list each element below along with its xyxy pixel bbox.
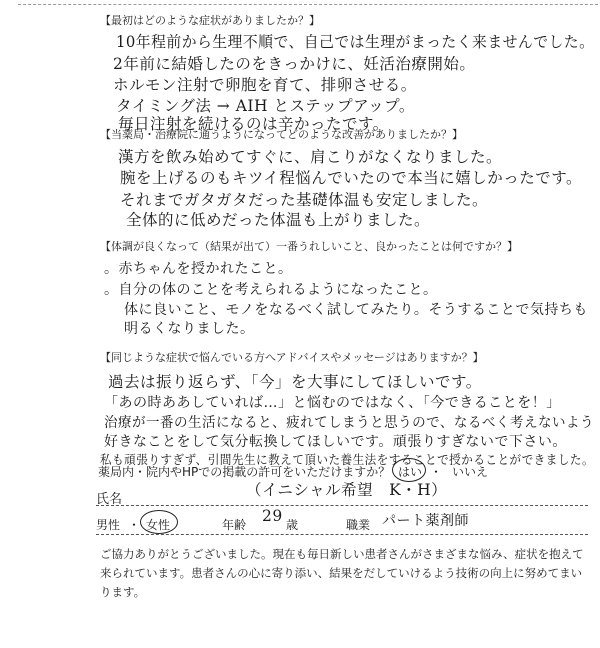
gender-female-label: 女性: [146, 518, 171, 532]
answer-4-line-5: 私も頑張りすぎず、引間先生に教えて頂いた養生法をすることで授かることができました。: [100, 452, 595, 467]
permission-no: いいえ: [452, 465, 489, 479]
answer-1-line-5: 毎日注射を続けるのは辛かったです。: [118, 115, 389, 133]
age-label: 年齢: [222, 518, 247, 532]
answer-3-line-1: 。赤ちゃんを授かれたこと。: [104, 261, 293, 277]
answer-3-line-4: 明るくなりました。: [124, 321, 255, 337]
gender-separator: ・: [128, 518, 141, 532]
age-unit: 歳: [286, 518, 299, 532]
question-2: 【当薬局・治療院に通うようになってどのような改善がありましたか？】: [100, 128, 463, 141]
top-dashed-rule: [18, 4, 598, 5]
answer-2-line-1: 漢方を飲み始めてすぐに、肩こりがなくなりました。: [118, 148, 503, 166]
profile-underline: [96, 534, 588, 535]
answer-4-line-3: 治療が一番の生活になると、疲れてしまうと思うので、なるべく考えないよう: [104, 415, 594, 431]
name-value: （イニシャル希望 K・H）: [246, 481, 448, 499]
gender-male-label: 男性: [96, 518, 121, 532]
age-value: 29: [262, 507, 283, 525]
job-label: 職業: [346, 518, 371, 532]
question-1: 【最初はどのような症状がありましたか？】: [100, 14, 320, 27]
answer-2-line-3: それまでガタガタだった基礎体温も安定しました。: [120, 191, 489, 209]
answer-3-line-2: 。自分の体のことを考えられるようになったこと。: [104, 282, 438, 298]
question-3: 【体調が良くなって（結果が出て）一番うれしいこと、良かったことは何ですか？】: [100, 240, 518, 253]
answer-1-line-4: タイミング法 → AIH とステップアップ。: [116, 97, 415, 115]
permission-separator: ・: [430, 465, 443, 479]
job-value: パート薬剤師: [382, 513, 469, 529]
answer-4-line-1: 過去は振り返らず、「今」を大事にしてほしいです。: [108, 373, 482, 391]
answer-1-line-2: 2年前に結婚したのをきっかけに、妊活治療開始。: [113, 55, 476, 73]
answer-2-line-2: 腕を上げるのもキツイ程悩んでいたので本当に嬉しかったです。: [120, 169, 582, 187]
gender-female-circle: [140, 510, 178, 534]
answer-2-line-4: 全体的に低めだった体温も上がりました。: [126, 211, 431, 229]
answer-1-line-1: 10年程前から生理不順で、自己では生理がまったく来ませんでした。: [116, 33, 595, 51]
answer-3-line-3: 体に良いこと、モノをなるべく試してみたり。そうすることで気持ちも: [124, 302, 588, 318]
footer-message: ご協力ありがとうございました。現在も毎日新しい患者さんがさまざまな悩み、症状を抱えて来られています。患者さんの心に寄り添い、結果をだしていけるよう技術の向上に努めてまいります。: [100, 547, 584, 599]
question-4: 【同じような症状で悩んでいる方へアドバイスやメッセージはありますか？】: [100, 351, 484, 364]
permission-question: 薬局内・院内やHPでの掲載の許可をいただけますか？: [98, 465, 391, 479]
name-underline: [96, 505, 588, 506]
answer-1-line-3: ホルモン注射で卵胞を育て、排卵させる。: [113, 76, 417, 94]
answer-4-line-4: 好きなことをして気分転換してほしいです。頑張りすぎないで下さい。: [104, 434, 567, 450]
permission-yes: はい: [398, 465, 423, 479]
answer-4-line-2: 「あの時ああしていれば…」と悩むのではなく、「今できることを！」: [104, 395, 561, 411]
name-label: 氏名: [96, 492, 123, 507]
